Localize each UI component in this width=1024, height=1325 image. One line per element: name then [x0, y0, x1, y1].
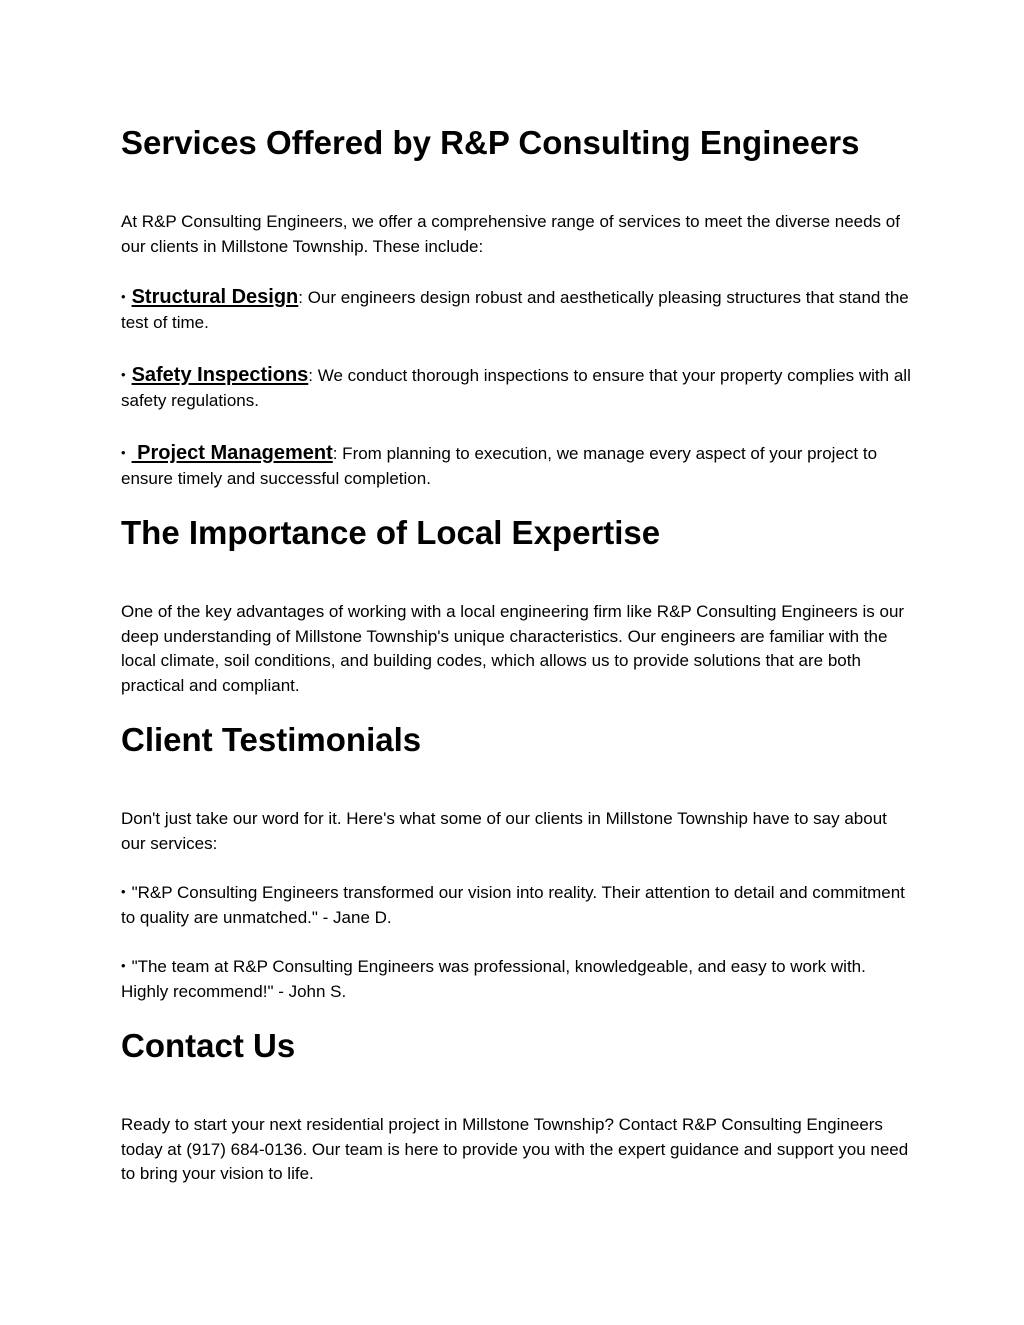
service-description: : From planning to execution, we manage every aspect of your project to ensure timely and successful completion.	[121, 444, 878, 488]
structural-design-link[interactable]: Structural Design	[131, 286, 299, 308]
service-item-structural-design	[121, 285, 911, 335]
service-item-safety-inspections	[121, 363, 911, 413]
service-description: : Our engineers design robust and aesthetically pleasing structures that stand the test of time.	[121, 288, 909, 332]
contact-heading: Contact Us	[121, 1027, 296, 1064]
local-expertise-body: One of the key advantages of working with a local engineering firm like R&P Consulting Engineers is our deep understanding of Millstone Township's unique characteristics. Our engineers are familiar with the local climate, soil conditions, and building codes, which allows us to provide solutions that are both practical and compliant.	[121, 602, 905, 695]
bullet-icon: •	[121, 367, 126, 382]
services-intro: At R&P Consulting Engineers, we offer a comprehensive range of services to meet the diverse needs of our clients in Millstone Township. These include:	[121, 212, 900, 256]
services-heading: Services Offered by R&P Consulting Engineers	[121, 124, 860, 161]
testimonials-intro: Don't just take our word for it. Here's what some of our clients in Millstone Township have to say about our services:	[121, 809, 887, 853]
service-item-project-management	[121, 441, 911, 491]
document-content	[121, 118, 911, 1187]
bullet-icon: •	[121, 445, 126, 460]
safety-inspections-link[interactable]: Safety Inspections	[131, 364, 309, 386]
local-expertise-heading: The Importance of Local Expertise	[121, 514, 661, 551]
service-description: : We conduct thorough inspections to ensure that your property complies with all safety regulations.	[121, 366, 911, 410]
project-management-link[interactable]: Project Management	[131, 442, 333, 464]
bullet-icon: •	[121, 958, 126, 973]
bullet-icon: •	[121, 289, 126, 304]
bullet-icon: •	[121, 884, 126, 899]
testimonials-heading: Client Testimonials	[121, 721, 422, 758]
contact-body: Ready to start your next residential project in Millstone Township? Contact R&P Consulting Engineers today at (917) 684-0136. Our team is here to provide you with the expert guidance and support you need to bring your vision to life.	[121, 1115, 909, 1183]
testimonial-text: "R&P Consulting Engineers transformed our vision into reality. Their attention to detail and commitment to quality are unmatched." - Jane D.	[121, 883, 905, 927]
testimonial-item	[121, 954, 911, 1004]
testimonial-item	[121, 880, 911, 930]
testimonial-text: "The team at R&P Consulting Engineers was professional, knowledgeable, and easy to work with. Highly recommend!" - John S.	[121, 957, 866, 1001]
